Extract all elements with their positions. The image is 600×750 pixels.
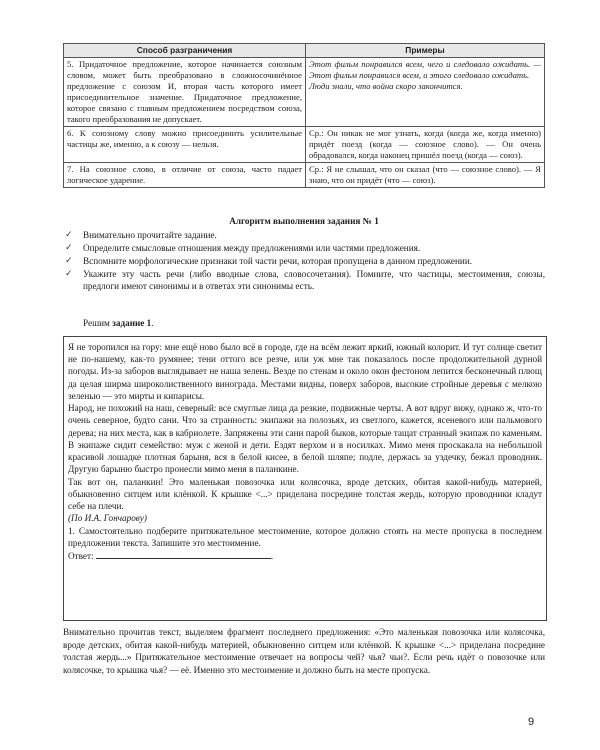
table-cell-examples: Ср.: Он никак не мог узнать, когда (когда же, когда именно) придёт поезд (когда — союзное слово). — Он очень обрадовался, когда наконец пришёл поезд (когда — союз). [306,126,545,162]
example-text: Этот фильм понравился всем, чего и следовало ожидать. — Этот фильм понравился всем, и этого следовало ожидать. [309,58,541,80]
answer-input[interactable] [96,549,274,561]
step-text: Внимательно прочитайте задание. [83,230,217,240]
table-row [64,162,545,187]
table-cell-method: 6. К союзному слову можно присоединить усилительные частицы же, именно, а к союзу — нельзя. [64,126,306,162]
list-item [63,230,545,242]
text-author: (По И.А. Гончарову) [68,513,147,524]
list-item [63,269,545,293]
step-text: Укажите эту часть речи (либо вводные слова, словосочетания). Помните, что частицы, местоимения, союзы, предлоги имеют синонимы и в ответах эти синонимы есть. [83,268,545,291]
list-item [63,256,545,268]
text-paragraph: Я не торопился на гору: мне ещё ново было всё в городе, где на всём лежит яркий, южный колорит. И тут солнце светит не по-нашему, как-то румянее; тени оттого все резче, или уж мне так показалось после продолжительной дурной погоды. Из-за заборов выглядывает не наша зелень. Везде по стенам и около окон фестоном лепится бесконечный плющ да целая ширма широколиственного винограда. Местами видны, поверх заборов, высокие стройные деревья с мелкою зеленью — это мирты и кипарисы. [68,342,542,401]
table-header-row [64,44,545,58]
solve-suffix: . [151,318,154,328]
text-box [63,336,547,621]
page-number: 9 [528,716,535,728]
table-row [64,126,545,162]
text-paragraph: Народ, не похожий на наш, северный: все смуглые лица да резкие, подвижные черты. А вот вдруг вижу, однако ж, что-то очень северное, будто сани. Что за странность: экипажи на полозьях, из светлого, кажется, ясеневого или пальмового дерева; на них места, как в кабриолете. Запряжены эти сани парой быков, которые тащат странный экипаж по каменьям. В экипаже сидит семейство: муж с женой и дети. Ездят верхом и в носилках. Мимо меня проскакала на небольшой красивой лошадке плотная барыня, вся в белой кисее, в белой шляпе; подле, держась за уздечку, бежал проводник. Другую барыню быстро пронесли мимо меня в паланкине. [68,403,542,475]
answer-end: . [270,550,274,561]
explanation-paragraph: Внимательно прочитав текст, выделяем фрагмент последнего предложения: «Это маленькая повозочка или колясочка, вроде детских, обитая какой-нибудь материей, обыкновенно ситцем или клёнкой. К крышке <...> приделана посредине толстая жердь...» Притяжательное местоимение отвечает на вопросы чей? чья? чьи?. Если речь идёт о повозочке или колясочке, то крышка чья? — её. Именно это местоимение и должно быть на месте пропуска. [63,627,545,675]
example-text: Люди знали, что война скоро закончится. [309,80,463,91]
table-cell-method: 7. На союзное слово, в отличие от союза, часто падает логическое ударение. [64,162,306,187]
answer-label: Ответ: [68,550,96,561]
text-paragraph: Так вот он, паланкин! Это маленькая повозочка или колясочка, вроде детских, обитая какой-нибудь материей, обыкновенно ситцем или клёнкой. К крышке <...> приделана посредине толстая жердь, которую проводники кладут себе на плечи. [68,476,542,512]
step-text: Определите смысловые отношения между предложениями или частями предложения. [83,242,421,253]
algorithm-title: Алгоритм выполнения задания № 1 [229,216,379,226]
check-icon: ✓ [65,242,73,253]
step-text: Вспомните морфологические признаки той части речи, которая пропущена в данном предложении. [83,255,473,266]
solve-task-label: задание 1 [112,318,152,328]
table-header-examples: Примеры [306,44,545,58]
solve-heading [83,318,154,330]
table-row [64,57,545,126]
task-text: 1. Самостоятельно подберите притяжательное местоимение, которое должно стоять на месте пропуска в последнем предложении текста. Запишите это местоимение. [68,525,542,548]
table-header-method: Способ разграничения [64,44,306,58]
check-icon: ✓ [65,255,73,266]
table-cell-examples: Ср.: Я не слышал, что он сказал (что — союзное слово). — Я знаю, что он придёт (что — союз). [306,162,545,187]
algorithm-steps [63,230,545,294]
solve-prefix: Решим [83,318,113,328]
check-icon: ✓ [65,230,73,240]
check-icon: ✓ [65,268,73,279]
examples-table [63,43,545,188]
table-cell-examples [306,57,545,126]
table-cell-method: 5. Придаточное предложение, которое начинается союзным словом, может быть преобразовано в сложносочинённое предложение с союзом И, вторая часть которого имеет присоединительное значение. Придаточное предложение, которое связано с главным предложением посредством союза, такого преобразования не допускает. [64,57,306,126]
list-item [63,243,545,255]
answer-row [68,549,542,562]
